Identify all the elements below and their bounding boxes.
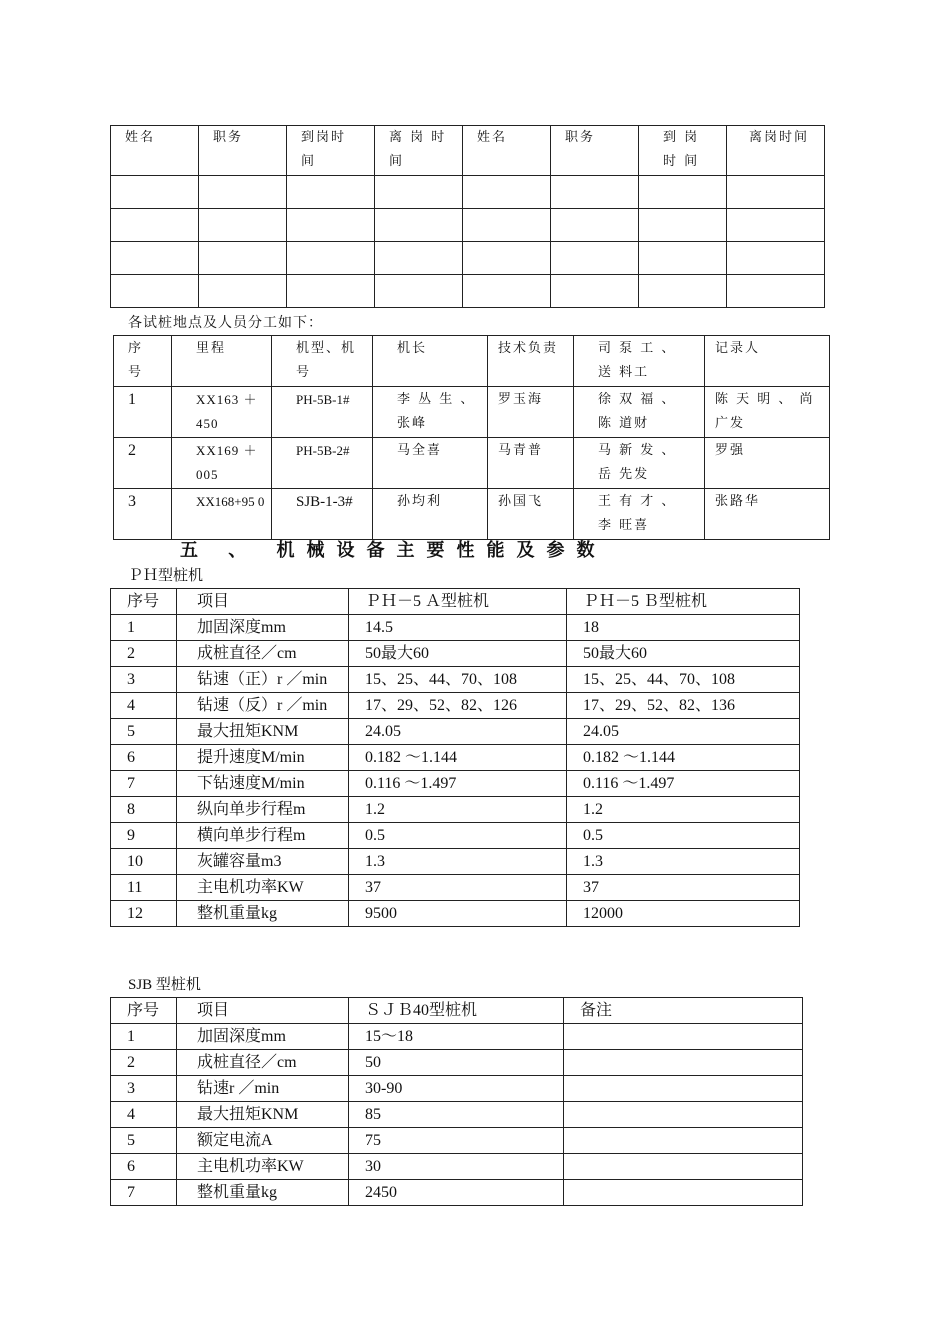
table-cell: 7 — [127, 1184, 135, 1201]
table-cell: 马青普 — [498, 443, 544, 458]
table-cell — [551, 176, 639, 209]
table-cell: 50最大60 — [583, 645, 648, 662]
table-cell: 0.116 ～1.497 — [583, 775, 675, 792]
table-cell: 5 — [127, 723, 135, 740]
table-cell: 孙均利 — [397, 494, 443, 509]
header-cell: 离 岗 时 间 — [389, 130, 447, 169]
header-cell: ＰＨ－5 Ａ型桩机 — [365, 593, 490, 610]
table-row — [111, 875, 800, 901]
table-cell: 4 — [127, 697, 135, 714]
table-cell: 15、25、44、70、108 — [365, 671, 518, 688]
table-row — [111, 667, 800, 693]
table-cell — [551, 275, 639, 308]
header-cell: 姓名 — [477, 130, 508, 145]
table-cell — [463, 242, 551, 275]
table-cell: 6 — [127, 749, 135, 766]
table-cell — [727, 242, 825, 275]
table-cell: 加固深度mm — [197, 619, 286, 636]
table-cell: 主电机功率KW — [197, 879, 304, 896]
table-cell: 罗强 — [715, 443, 746, 458]
table-cell — [639, 209, 727, 242]
header-cell: 机长 — [397, 341, 428, 356]
table-row — [111, 823, 800, 849]
header-cell: 里程 — [196, 341, 227, 356]
table-cell — [287, 275, 375, 308]
table-row — [111, 771, 800, 797]
header-cell: 序号 — [127, 593, 160, 610]
table-cell: 加固深度mm — [197, 1028, 286, 1045]
table-row — [111, 1180, 803, 1206]
table-cell: PH-5B-1# — [296, 392, 350, 407]
table-row — [111, 693, 800, 719]
table-cell: 9500 — [365, 905, 397, 922]
table-cell — [639, 242, 727, 275]
table-cell — [727, 275, 825, 308]
table-cell: XX163 ＋ 450 — [196, 392, 258, 431]
ph-table-caption: ＰＨ型桩机 — [128, 568, 204, 584]
table-cell: 24.05 — [365, 723, 401, 740]
table-cell — [463, 176, 551, 209]
assignment-caption: 各试桩地点及人员分工如下： — [128, 315, 323, 331]
table-row — [111, 719, 800, 745]
table-row — [111, 1154, 803, 1180]
table-cell: 18 — [583, 619, 599, 636]
header-cell: ＰＨ－5 Ｂ型桩机 — [583, 593, 708, 610]
table-cell: 30 — [365, 1158, 381, 1175]
table-cell: 主电机功率KW — [197, 1158, 304, 1175]
table-cell: 纵向单步行程m — [197, 801, 306, 818]
table-cell: 15～18 — [365, 1028, 414, 1045]
table-cell: 2 — [127, 645, 135, 662]
table-cell: 王 有 才 、 李 旺喜 — [598, 494, 677, 533]
table-row — [111, 797, 800, 823]
table-cell — [199, 176, 287, 209]
table-cell: 下钻速度M/min — [197, 775, 305, 792]
table-cell — [375, 209, 463, 242]
table-cell: 3 — [128, 493, 136, 510]
table-row — [114, 387, 830, 438]
table-cell: 9 — [127, 827, 135, 844]
table-cell — [639, 176, 727, 209]
table-cell: 0.5 — [365, 827, 385, 844]
table-cell: 钻速（反）r ／min — [197, 697, 328, 714]
header-cell: 机型、机号 — [296, 341, 357, 380]
assignment-table — [113, 335, 830, 540]
table-cell: 罗玉海 — [498, 392, 544, 407]
table-cell: 10 — [127, 853, 143, 870]
assignment-header-row — [114, 336, 830, 387]
header-cell: 姓名 — [125, 130, 156, 145]
header-cell: 到岗时间 — [301, 130, 347, 169]
table-cell: 4 — [127, 1106, 135, 1123]
sjb-spec-table — [110, 997, 803, 1206]
table-cell: 李 丛 生 、 张峰 — [397, 392, 476, 431]
table-cell: 6 — [127, 1158, 135, 1175]
table-cell: 1.2 — [365, 801, 385, 818]
table-row — [111, 1024, 803, 1050]
table-cell — [727, 176, 825, 209]
table-row — [114, 438, 830, 489]
table-row — [114, 489, 830, 540]
table-cell: SJB-1-3# — [296, 494, 353, 510]
table-cell: 5 — [127, 1132, 135, 1149]
table-cell: 50最大60 — [365, 645, 430, 662]
table-cell: 横向单步行程m — [197, 827, 306, 844]
table-cell — [551, 242, 639, 275]
table-cell: 7 — [127, 775, 135, 792]
table-cell — [287, 209, 375, 242]
table-cell — [287, 242, 375, 275]
header-cell: 职务 — [213, 130, 244, 145]
table-cell: 17、29、52、82、126 — [365, 697, 518, 714]
table-cell: 11 — [127, 879, 143, 896]
table-cell: 37 — [583, 879, 599, 896]
table-cell: 50 — [365, 1054, 381, 1071]
table-cell — [727, 209, 825, 242]
table-cell: 24.05 — [583, 723, 619, 740]
table-cell: 孙国飞 — [498, 494, 544, 509]
header-cell: 技术负责 — [498, 341, 559, 356]
table-cell: 2 — [127, 1054, 135, 1071]
table-cell: 陈 天 明 、 尚 广发 — [715, 392, 815, 431]
ph-spec-table — [110, 588, 800, 927]
table-cell: 整机重量kg — [197, 1184, 278, 1201]
section-heading: 五 、 机械设备主要性能及参数 — [180, 540, 607, 561]
table-cell: 0.182 ～1.144 — [365, 749, 458, 766]
table-cell: 37 — [365, 879, 381, 896]
table-row — [111, 641, 800, 667]
table-cell: 15、25、44、70、108 — [583, 671, 736, 688]
table-row — [111, 901, 800, 927]
table-cell: 3 — [127, 671, 135, 688]
header-cell: ＳＪＢ40型桩机 — [365, 1002, 478, 1019]
table-cell — [199, 242, 287, 275]
table-cell: 12000 — [583, 905, 623, 922]
table-cell — [111, 242, 199, 275]
table-cell — [199, 275, 287, 308]
header-cell: 司 泵 工 、 送 料工 — [598, 341, 677, 380]
table-cell: 17、29、52、82、136 — [583, 697, 736, 714]
table-cell — [111, 275, 199, 308]
table-cell: 提升速度M/min — [197, 749, 305, 766]
table-cell — [375, 242, 463, 275]
table-row — [111, 275, 825, 308]
table-row — [111, 1128, 803, 1154]
table-header-row — [111, 998, 803, 1024]
table-cell: XX169 ＋ 005 — [196, 443, 258, 482]
table-cell: 1.3 — [365, 853, 385, 870]
table-cell: 成桩直径／cm — [197, 645, 297, 662]
table-cell: 0.116 ～1.497 — [365, 775, 457, 792]
table-cell — [199, 209, 287, 242]
table-row — [111, 176, 825, 209]
table-cell — [111, 209, 199, 242]
table-cell: 马 新 发 、 岳 先发 — [598, 443, 677, 482]
table-cell: 张路华 — [715, 494, 761, 509]
table-cell: 成桩直径／cm — [197, 1054, 297, 1071]
header-cell: 序号 — [127, 1002, 160, 1019]
table-cell: 1.3 — [583, 853, 603, 870]
staff-table — [110, 125, 825, 308]
table-header-row — [111, 589, 800, 615]
table-row — [111, 615, 800, 641]
table-cell: 2450 — [365, 1184, 397, 1201]
table-cell: 12 — [127, 905, 143, 922]
table-cell: 30-90 — [365, 1080, 403, 1097]
table-cell: 1 — [127, 619, 135, 636]
table-cell: 额定电流A — [197, 1132, 273, 1149]
table-cell: 14.5 — [365, 619, 393, 636]
sjb-table-caption: SJB 型桩机 — [128, 977, 201, 993]
table-row — [111, 1102, 803, 1128]
table-row — [111, 242, 825, 275]
table-cell: 0.5 — [583, 827, 603, 844]
header-cell: 到 岗 时 间 — [663, 130, 700, 169]
table-cell: 1 — [127, 1028, 135, 1045]
header-cell: 职务 — [565, 130, 596, 145]
table-cell: 75 — [365, 1132, 381, 1149]
table-cell: 最大扭矩KNM — [197, 1106, 299, 1123]
table-cell: 1.2 — [583, 801, 603, 818]
table-cell — [375, 176, 463, 209]
header-cell: 离岗时间 — [749, 130, 810, 145]
header-cell: 备注 — [580, 1002, 613, 1019]
table-cell: 钻速r ／min — [197, 1080, 280, 1097]
table-cell: 钻速（正）r ／min — [197, 671, 328, 688]
header-cell: 项目 — [197, 1002, 230, 1019]
staff-header-row — [111, 126, 825, 176]
table-cell — [287, 176, 375, 209]
table-cell: 3 — [127, 1080, 135, 1097]
table-cell — [551, 209, 639, 242]
table-cell: 灰罐容量m3 — [197, 853, 282, 870]
header-cell: 序号 — [128, 341, 144, 380]
table-cell — [375, 275, 463, 308]
table-cell: 1 — [128, 391, 136, 408]
table-cell: XX168+95 0 — [196, 494, 265, 509]
table-cell: 徐 双 福 、 陈 道财 — [598, 392, 677, 431]
table-row — [111, 209, 825, 242]
table-cell: 整机重量kg — [197, 905, 278, 922]
table-row — [111, 1050, 803, 1076]
table-cell — [463, 209, 551, 242]
table-cell: 马全喜 — [397, 443, 443, 458]
table-cell: 85 — [365, 1106, 381, 1123]
table-cell — [111, 176, 199, 209]
table-cell — [463, 275, 551, 308]
table-row — [111, 1076, 803, 1102]
table-cell: 0.182 ～1.144 — [583, 749, 676, 766]
table-row — [111, 745, 800, 771]
header-cell: 记录人 — [715, 341, 761, 356]
table-cell: 最大扭矩KNM — [197, 723, 299, 740]
table-cell: PH-5B-2# — [296, 443, 350, 458]
header-cell: 项目 — [197, 593, 230, 610]
table-cell: 2 — [128, 442, 136, 459]
table-row — [111, 849, 800, 875]
table-cell: 8 — [127, 801, 135, 818]
table-cell — [639, 275, 727, 308]
